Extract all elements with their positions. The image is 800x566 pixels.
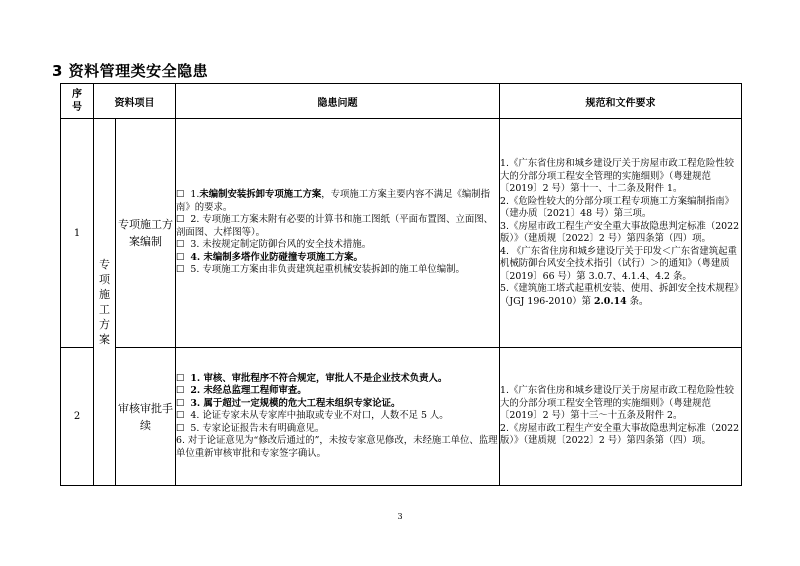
hazard-item: ☐ 2. 未经总监理工程师审查。 [176,385,307,397]
hazard-item: ☐ 1. 审核、审批程序不符合规定，审批人不是企业技术负责人。 [176,372,448,384]
checkbox-icon[interactable]: ☐ [176,264,185,276]
checkbox-icon[interactable]: ☐ [176,239,185,251]
row-hazards [176,119,500,348]
checkbox-icon[interactable]: ☐ [176,397,185,409]
norm-item: 1.《广东省住房和城乡建设厅关于房屋市政工程危险性较大的分部分项工程安全管理的实施细则》（粤建规范〔2019〕2 号）第十一、十二条及附件 1。 [500,158,734,194]
checkbox-icon[interactable]: ☐ [176,214,185,226]
table-row [61,348,742,486]
row-norms [500,348,742,486]
hazard-item: 6. 对于论证意见为“修改后通过的”，未按专家意见修改，未经施工单位、监理单位重新审核审批和专家签字确认。 [176,435,498,459]
norm-item: 3.《房屋市政工程生产安全重大事故隐患判定标准（2022 版）》（建质规〔2022〕2 号）第四条第（四）项。 [500,220,740,244]
checkbox-icon[interactable]: ☐ [176,410,185,422]
hazard-item: ☐ 4. 论证专家未从专家库中抽取或专业不对口，人数不足 5 人。 [176,410,449,422]
header-norms: 规范和文件要求 [500,84,742,119]
norm-item: 2.《房屋市政工程生产安全重大事故隐患判定标准（2022 版）》（建质规〔2022〕2 号）第四条第（四）项。 [500,422,740,447]
hazard-item: ☐ 5. 专项施工方案由非负责建筑起重机械安装拆卸的施工单位编制。 [176,264,465,276]
row-seq: 2 [61,348,94,486]
checkbox-icon[interactable]: ☐ [176,251,185,263]
norm-item: 5.《建筑施工塔式起重机安装、使用、拆卸安全技术规程》（JGJ 196-2010）第 2.0.14 条。 [500,283,739,307]
header-item: 资料项目 [94,84,176,119]
header-hazard: 隐患问题 [176,84,500,119]
checkbox-icon[interactable]: ☐ [176,385,185,397]
checkbox-icon[interactable]: ☐ [176,422,185,434]
hazard-table [60,83,742,486]
row-item: 专项施工方案编制 [116,119,176,348]
table-row [61,119,742,348]
header-seq [61,84,94,119]
page-number: 3 [397,512,403,521]
row-seq: 1 [61,119,94,348]
norm-item: 1.《广东省住房和城乡建设厅关于房屋市政工程危险性较大的分部分项工程安全管理的实施细则》（粤建规范〔2019〕2 号）第十三～十五条及附件 2。 [500,385,734,422]
table-header-row [61,84,742,119]
checkbox-icon[interactable]: ☐ [176,189,185,201]
hazard-item: ☐ 5. 专家论证报告未有明确意见。 [176,422,325,434]
category-cell [94,119,116,486]
hazard-item: ☐ 3. 属于超过一定规模的危大工程未组织专家论证。 [176,397,401,409]
norm-item: 4. 《广东省住房和城乡建设厅关于印发＜广东省建筑起重机械防御台风安全技术指引（试行）＞的通知》（粤建质〔2019〕66 号）第 3.0.7、4.1.4、4.2 条。 [500,245,737,282]
hazard-item: ☐ 3. 未按规定制定防御台风的安全技术措施。 [176,239,372,251]
section-title: 3 资料管理类安全隐患 [52,62,209,80]
checkbox-icon[interactable]: ☐ [176,372,185,384]
row-item: 审核审批手续 [116,348,176,486]
header-seq-text: 序 号 [72,89,82,113]
row-norms [500,119,742,348]
norm-item: 2.《危险性较大的分部分项工程专项施工方案编制指南》（建办质〔2021〕48 号）第三项。 [500,195,734,219]
hazard-item: ☐ 4. 未编制多塔作业防碰撞专项施工方案。 [176,251,363,263]
category-text: 专 项 施 工 方 案 [99,258,110,346]
hazard-item: ☐ 2. 专项施工方案未附有必要的计算书和施工图纸（平面布置图、立面图、剖面图、大样图等）。 [176,214,493,238]
row-hazards [176,348,500,486]
hazard-item: ☐ 1.未编制安装拆卸专项施工方案，专项施工方案主要内容不满足《编制指南》的要求。 [176,189,491,213]
